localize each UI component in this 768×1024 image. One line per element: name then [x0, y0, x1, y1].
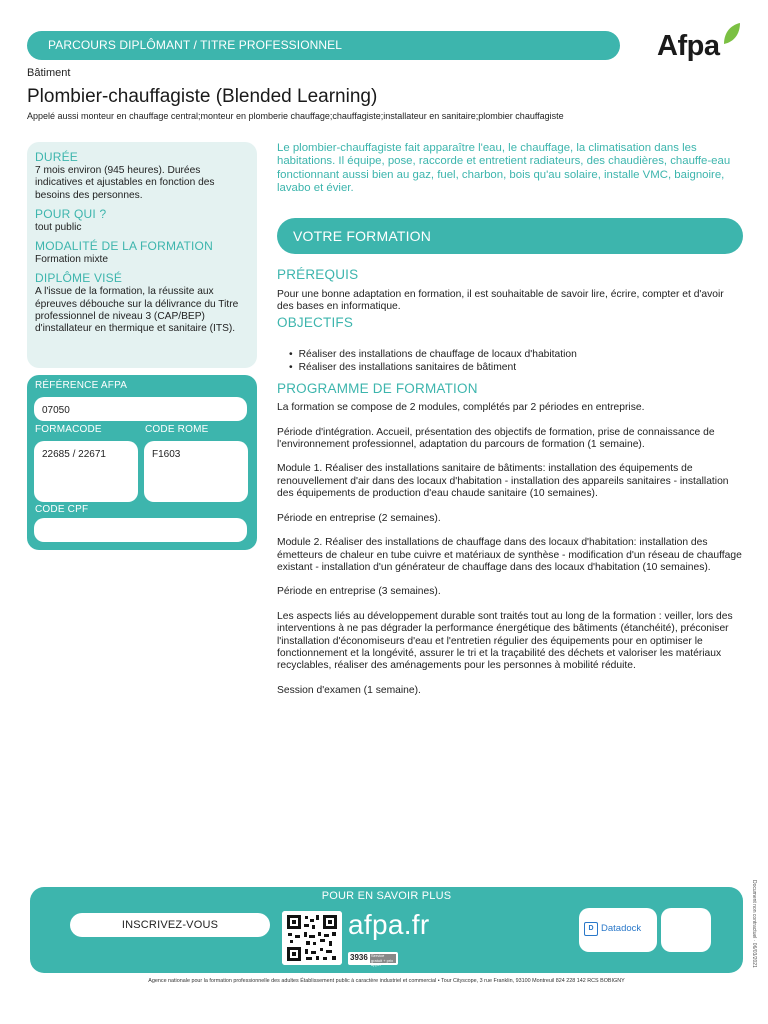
- objectif-text: Réaliser des installations de chauffage de locaux d'habitation: [298, 349, 577, 360]
- programme-paragraph: La formation se compose de 2 modules, complétés par 2 périodes en entreprise.: [277, 402, 645, 413]
- programme-paragraph: Session d'examen (1 semaine).: [277, 684, 421, 696]
- reference-panel: [27, 375, 257, 550]
- votre-formation-heading: VOTRE FORMATION: [277, 218, 743, 254]
- reference-field: 07050: [34, 397, 247, 421]
- formacode-label: FORMACODE: [35, 424, 102, 435]
- programme-paragraph: Période en entreprise (3 semaines).: [277, 586, 441, 598]
- duree-text: 7 mois environ (945 heures). Durées indicatives et ajustables en fonction des besoins des personnes.: [35, 165, 215, 201]
- diplome-text: A l'issue de la formation, la réussite aux épreuves débouche sur la délivrance du Titre professionnel de niveau 3 (CAP/BEP) d'installateur en thermique et sanitaire (ITS).: [35, 286, 239, 335]
- diplome-label: DIPLÔME VISÉ: [35, 271, 123, 286]
- legal-notice: Agence nationale pour la formation professionnelle des adultes Établissement public à caractère industriel et commercial • Tour Cityscope, 3 rue Franklin, 93100 Montreuil 824 228 142 RCS BOBIGNY: [148, 978, 625, 984]
- certification-badge: [661, 908, 711, 952]
- inscrivez-vous-button[interactable]: INSCRIVEZ-VOUS: [70, 913, 270, 937]
- footer-panel: [30, 887, 743, 973]
- datadock-icon: D: [584, 922, 598, 936]
- list-item: [289, 348, 577, 361]
- modalite-label: MODALITÉ DE LA FORMATION: [35, 239, 213, 254]
- program-type-banner: PARCOURS DIPLÔMANT / TITRE PROFESSIONNEL: [27, 31, 620, 60]
- phone-badge: [348, 952, 398, 965]
- document-date-note: Document non contractuel · 06/03/2021: [751, 880, 757, 968]
- code-cpf-label: CODE CPF: [35, 504, 89, 515]
- category-label: Bâtiment: [27, 67, 71, 79]
- qr-code-icon[interactable]: [282, 911, 342, 965]
- also-called-text: Appelé aussi monteur en chauffage central;monteur en plomberie chauffage;chauffagiste;installateur en sanitaire;plombier chauffagiste: [27, 111, 564, 121]
- job-description: Le plombier-chauffagiste fait apparaître l'eau, le chauffage, la climatisation dans les habitations. Il équipe, pose, raccorde et entretient radiateurs, des chaudières, chauffe-eau fonctionnant aussi bien au gaz, fuel, charbon, bois qu'au solaire, installe VMC, baignoire, lavabo et évier.: [277, 142, 731, 195]
- programme-paragraph: Les aspects liés au développement durable sont traités tout au long de la formation : veiller, lors des interventions à ne pas dégrader la performance énergétique des bâtiments (étanchéité), préconiser l'installation d'économiseurs d'eau et l'entretien régulier des équipements pour en optimiser le fonctionnement et la longévité, assurer le tri et la traçabilité des déchets et valoriser les matériaux recyclables, réaliser des aménagements pour les personnes à mobilité réduite.: [277, 611, 733, 672]
- afpa-logo[interactable]: [657, 22, 747, 68]
- prerequis-title: PRÉREQUIS: [277, 267, 359, 282]
- page-title: Plombier-chauffagiste (Blended Learning): [27, 86, 378, 107]
- programme-text: [277, 402, 743, 709]
- programme-paragraph: Module 1. Réaliser des installations sanitaire de bâtiments: installation des équipements de renouvellement d'air dans des locaux d'habitation - installation des appareils sanitaires - installation des équipements de production d'eau chaude sanitaire (10 semaines).: [277, 463, 729, 500]
- list-item: [289, 361, 577, 374]
- afpa-website-link[interactable]: afpa.fr: [348, 909, 430, 940]
- programme-paragraph: Période d'intégration. Accueil, présentation des objectifs de formation, prise de connaissance de l'environnement professionnel, adaptation du parcours de formation (1 semaine).: [277, 426, 715, 450]
- programme-paragraph: Période en entreprise (2 semaines).: [277, 512, 441, 524]
- code-rome-label: CODE ROME: [145, 424, 209, 435]
- reference-label: RÉFÉRENCE AFPA: [35, 380, 128, 391]
- objectifs-title: OBJECTIFS: [277, 315, 354, 330]
- datadock-label: Datadock: [601, 923, 642, 934]
- objectifs-list: [289, 348, 577, 374]
- duree-label: DURÉE: [35, 150, 79, 164]
- programme-paragraph: Module 2. Réaliser des installations de chauffage dans des locaux d'habitation: installation des émetteurs de chaleur en tube cuivre et matériaux de synthèse - modification d'un réseau de chauffage existant - installation d'un générateur de chauffage dans des locaux d'habitation (10 semaines).: [277, 537, 742, 573]
- pour-qui-label: POUR QUI ?: [35, 206, 107, 221]
- phone-tag: Service gratuit + prix appel: [370, 954, 396, 963]
- prerequis-text: Pour une bonne adaptation en formation, il est souhaitable de savoir lire, écrire, compter et d'avoir des bases en informatique.: [277, 289, 724, 313]
- code-cpf-field: [34, 518, 247, 542]
- phone-number: 3936: [350, 953, 368, 962]
- objectif-text: Réaliser des installations sanitaires de bâtiment: [298, 362, 517, 373]
- formacode-field: 22685 / 22671: [34, 441, 138, 502]
- code-rome-field: F1603: [144, 441, 248, 502]
- info-panel: [27, 142, 257, 368]
- programme-title: PROGRAMME DE FORMATION: [277, 381, 478, 396]
- leaf-icon: [721, 22, 741, 46]
- pour-qui-text: tout public: [35, 221, 82, 233]
- datadock-badge: [579, 908, 657, 952]
- logo-text: Afpa: [657, 30, 720, 62]
- modalite-text: Formation mixte: [35, 254, 109, 266]
- footer-heading: POUR EN SAVOIR PLUS: [321, 890, 452, 902]
